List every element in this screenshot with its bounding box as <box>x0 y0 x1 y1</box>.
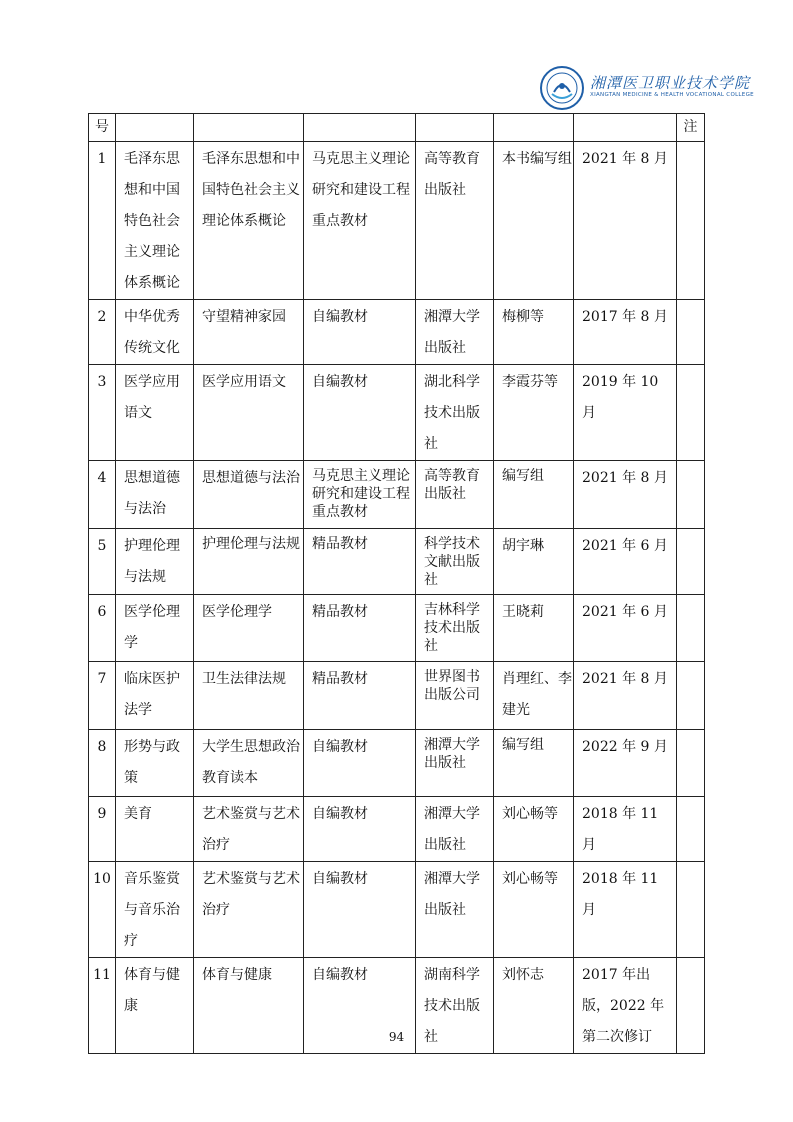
page-number: 94 <box>388 1030 405 1044</box>
cell-date: 2021 年 6 月 <box>574 529 677 595</box>
cell-note <box>677 730 705 797</box>
cell-publisher: 湖南科学技术出版社 <box>416 958 494 1054</box>
cell-date: 2017 年出版，2022 年第二次修订 <box>574 958 677 1054</box>
cell-textbook: 体育与健康 <box>194 958 304 1054</box>
cell-date: 2021 年 8 月 <box>574 461 677 529</box>
cell-type: 自编教材 <box>304 300 416 365</box>
cell-no: 2 <box>89 300 116 365</box>
cell-type: 马克思主义理论研究和建设工程重点教材 <box>304 142 416 300</box>
cell-course: 中华优秀传统文化 <box>116 300 194 365</box>
cell-author: 刘怀志 <box>494 958 574 1054</box>
table-header-row <box>89 114 705 142</box>
header-cell <box>494 114 574 142</box>
table-row <box>89 862 705 958</box>
cell-publisher: 世界图书出版公司 <box>416 662 494 730</box>
cell-publisher: 高等教育出版社 <box>416 142 494 300</box>
table-row <box>89 365 705 461</box>
cell-no: 5 <box>89 529 116 595</box>
cell-note <box>677 862 705 958</box>
cell-textbook: 守望精神家园 <box>194 300 304 365</box>
cell-date: 2021 年 8 月 <box>574 142 677 300</box>
table-row <box>89 142 705 300</box>
header-cell <box>304 114 416 142</box>
cell-note <box>677 300 705 365</box>
cell-textbook: 护理伦理与法规 <box>194 529 304 595</box>
cell-publisher: 高等教育出版社 <box>416 461 494 529</box>
table-row <box>89 730 705 797</box>
cell-textbook: 艺术鉴赏与艺术治疗 <box>194 797 304 862</box>
cell-publisher: 吉林科学技术出版社 <box>416 595 494 662</box>
cell-type: 自编教材 <box>304 730 416 797</box>
cell-textbook: 大学生思想政治教育读本 <box>194 730 304 797</box>
cell-date: 2019 年 10 月 <box>574 365 677 461</box>
cell-publisher: 科学技术文献出版社 <box>416 529 494 595</box>
table-row <box>89 797 705 862</box>
table-row <box>89 461 705 529</box>
cell-textbook: 艺术鉴赏与艺术治疗 <box>194 862 304 958</box>
cell-note <box>677 662 705 730</box>
cell-course: 形势与政策 <box>116 730 194 797</box>
cell-note <box>677 142 705 300</box>
cell-publisher: 湘潭大学出版社 <box>416 730 494 797</box>
college-name: 湘潭医卫职业技术学院 <box>590 74 751 92</box>
cell-author: 编写组 <box>494 730 574 797</box>
textbook-table <box>88 113 705 1054</box>
cell-type: 自编教材 <box>304 797 416 862</box>
cell-no: 10 <box>89 862 116 958</box>
cell-textbook: 卫生法律法规 <box>194 662 304 730</box>
college-logo <box>540 66 754 110</box>
cell-type: 自编教材 <box>304 862 416 958</box>
table-row <box>89 529 705 595</box>
cell-course: 护理伦理与法规 <box>116 529 194 595</box>
table-row <box>89 300 705 365</box>
header-cell <box>116 114 194 142</box>
cell-textbook: 毛泽东思想和中国特色社会主义理论体系概论 <box>194 142 304 300</box>
cell-date: 2018 年 11 月 <box>574 862 677 958</box>
cell-no: 3 <box>89 365 116 461</box>
cell-course: 临床医护法学 <box>116 662 194 730</box>
cell-course: 体育与健康 <box>116 958 194 1054</box>
cell-no: 4 <box>89 461 116 529</box>
college-name-en: XIANGTAN MEDICINE & HEALTH VOCATIONAL COLLEGE <box>590 92 754 98</box>
cell-type: 马克思主义理论研究和建设工程重点教材 <box>304 461 416 529</box>
cell-no: 6 <box>89 595 116 662</box>
cell-course: 医学应用语文 <box>116 365 194 461</box>
cell-no: 1 <box>89 142 116 300</box>
cell-date: 2017 年 8 月 <box>574 300 677 365</box>
cell-type: 精品教材 <box>304 595 416 662</box>
cell-date: 2022 年 9 月 <box>574 730 677 797</box>
cell-publisher: 湘潭大学出版社 <box>416 862 494 958</box>
cell-note <box>677 461 705 529</box>
cell-author: 胡宇琳 <box>494 529 574 595</box>
cell-note <box>677 529 705 595</box>
cell-course: 美育 <box>116 797 194 862</box>
cell-date: 2021 年 8 月 <box>574 662 677 730</box>
cell-course: 毛泽东思想和中国特色社会主义理论体系概论 <box>116 142 194 300</box>
cell-no: 7 <box>89 662 116 730</box>
cell-textbook: 医学伦理学 <box>194 595 304 662</box>
cell-author: 刘心畅等 <box>494 862 574 958</box>
cell-textbook: 医学应用语文 <box>194 365 304 461</box>
cell-author: 肖理红、李建光 <box>494 662 574 730</box>
cell-note <box>677 797 705 862</box>
cell-no: 11 <box>89 958 116 1054</box>
header-cell-note: 注 <box>677 114 705 142</box>
cell-note <box>677 365 705 461</box>
cell-no: 8 <box>89 730 116 797</box>
cell-textbook: 思想道德与法治 <box>194 461 304 529</box>
header-cell-no: 号 <box>89 114 116 142</box>
cell-course: 思想道德与法治 <box>116 461 194 529</box>
cell-author: 梅柳等 <box>494 300 574 365</box>
cell-no: 9 <box>89 797 116 862</box>
cell-author: 本书编写组 <box>494 142 574 300</box>
cell-author: 李霞芬等 <box>494 365 574 461</box>
header-cell <box>574 114 677 142</box>
header-cell <box>416 114 494 142</box>
cell-author: 王晓莉 <box>494 595 574 662</box>
cell-author: 刘心畅等 <box>494 797 574 862</box>
cell-course: 医学伦理学 <box>116 595 194 662</box>
cell-course: 音乐鉴赏与音乐治疗 <box>116 862 194 958</box>
cell-publisher: 湘潭大学出版社 <box>416 300 494 365</box>
cell-author: 编写组 <box>494 461 574 529</box>
cell-publisher: 湖北科学技术出版社 <box>416 365 494 461</box>
cell-type: 精品教材 <box>304 662 416 730</box>
cell-date: 2021 年 6 月 <box>574 595 677 662</box>
cell-date: 2018 年 11 月 <box>574 797 677 862</box>
table-row <box>89 662 705 730</box>
cell-type: 精品教材 <box>304 529 416 595</box>
cell-note <box>677 595 705 662</box>
college-seal-icon <box>540 66 584 110</box>
table-row <box>89 595 705 662</box>
cell-publisher: 湘潭大学出版社 <box>416 797 494 862</box>
cell-type: 自编教材 <box>304 958 416 1054</box>
cell-type: 自编教材 <box>304 365 416 461</box>
header-cell <box>194 114 304 142</box>
